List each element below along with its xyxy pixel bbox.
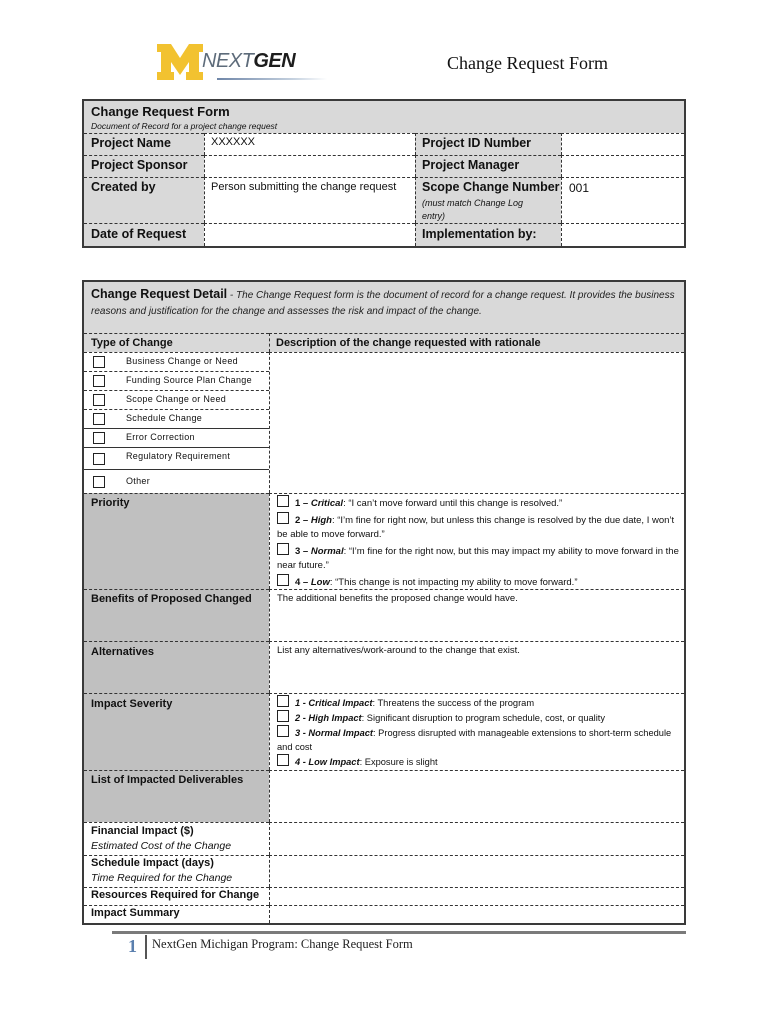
impact-severity-label-cell: Impact Severity <box>84 693 269 770</box>
form-info-header <box>84 101 684 133</box>
nextgen-logo: NEXTGEN <box>157 44 317 84</box>
project-manager-field[interactable] <box>561 155 684 177</box>
project-manager-label-cell: Project Manager <box>415 155 561 177</box>
description-header: Description of the change requested with rationale <box>269 333 684 352</box>
type-of-change-header: Type of Change <box>84 333 269 352</box>
change-type-item[interactable]: Error Correction <box>84 428 269 447</box>
implementation-by-label-cell: Implementation by: <box>415 223 561 246</box>
project-name-field[interactable]: XXXXXX <box>204 133 415 155</box>
scope-change-number-field[interactable]: 001 <box>561 177 684 223</box>
priority-option-low[interactable]: 4 – Low: “This change is not impacting my ability to move forward.” <box>277 574 679 591</box>
benefits-field[interactable]: The additional benefits the proposed change would have. <box>269 589 684 641</box>
project-id-field[interactable] <box>561 133 684 155</box>
scope-change-label-cell: Scope Change Number (must match Change Log entry) <box>415 177 561 223</box>
checkbox[interactable] <box>93 476 105 488</box>
impact-option-high[interactable]: 2 - High Impact: Significant disruption to program schedule, cost, or quality <box>277 710 679 725</box>
checkbox[interactable] <box>93 453 105 465</box>
impact-option-low[interactable]: 4 - Low Impact: Exposure is slight <box>277 754 679 769</box>
date-of-request-field[interactable] <box>204 223 415 246</box>
footer-rule <box>112 931 686 934</box>
checkbox[interactable] <box>277 495 289 507</box>
priority-options <box>269 493 684 589</box>
priority-option-high[interactable]: 2 – High: “I’m fine for right now, but unless this change is resolved by the due date, I won’t be able to move forward.” <box>277 512 679 543</box>
project-sponsor-label-cell: Project Sponsor <box>84 155 204 177</box>
description-field[interactable] <box>269 352 684 493</box>
project-name-label-cell: Project Name <box>84 133 204 155</box>
checkbox[interactable] <box>277 543 289 555</box>
checkbox[interactable] <box>93 394 105 406</box>
alternatives-label-cell: Alternatives <box>84 641 269 693</box>
document-title: Change Request Form <box>447 53 608 73</box>
block-m-icon <box>157 44 203 80</box>
priority-option-normal[interactable]: 3 – Normal: “I’m fine for the right now, but this may impact my ability to move forward in the near future.” <box>277 543 679 574</box>
logo-swoosh <box>217 78 327 80</box>
created-by-label-cell: Created by <box>84 177 204 223</box>
change-type-item[interactable]: Business Change or Need <box>84 352 269 371</box>
change-type-item[interactable]: Schedule Change <box>84 409 269 428</box>
change-type-item[interactable]: Regulatory Requirement <box>84 447 269 469</box>
checkbox[interactable] <box>277 710 289 722</box>
deliverables-label-cell: List of Impacted Deliverables <box>84 770 269 822</box>
form-info-subtitle: Document of Record for a project change request <box>91 121 278 131</box>
checkbox[interactable] <box>93 356 105 368</box>
change-type-item[interactable]: Other <box>84 469 269 493</box>
checkbox[interactable] <box>93 413 105 425</box>
implementation-by-field[interactable] <box>561 223 684 246</box>
page-number: 1 <box>128 936 137 956</box>
created-by-field[interactable]: Person submitting the change request <box>204 177 415 223</box>
form-info-table <box>82 99 686 248</box>
checkbox[interactable] <box>93 375 105 387</box>
financial-impact-label-cell: Financial Impact ($) Estimated Cost of the Change <box>84 822 269 855</box>
resources-field[interactable] <box>269 887 684 905</box>
priority-option-critical[interactable]: 1 – Critical: “I can’t move forward until this change is resolved.” <box>277 495 679 512</box>
checkbox[interactable] <box>93 432 105 444</box>
change-request-detail-table <box>82 280 686 925</box>
change-type-item[interactable]: Funding Source Plan Change <box>84 371 269 390</box>
resources-label-cell: Resources Required for Change <box>84 887 269 905</box>
alternatives-field[interactable]: List any alternatives/work-around to the change that exist. <box>269 641 684 693</box>
footer-divider <box>145 935 147 959</box>
checkbox[interactable] <box>277 512 289 524</box>
financial-impact-field[interactable] <box>269 822 684 855</box>
project-id-label-cell: Project ID Number <box>415 133 561 155</box>
date-of-request-label-cell: Date of Request <box>84 223 204 246</box>
impact-summary-label-cell: Impact Summary <box>84 905 269 923</box>
impact-option-normal[interactable]: 3 - Normal Impact: Progress disrupted with manageable extensions to short-term schedule and cost <box>277 725 679 754</box>
change-type-item[interactable]: Scope Change or Need <box>84 390 269 409</box>
impact-summary-field[interactable] <box>269 905 684 923</box>
project-sponsor-field[interactable] <box>204 155 415 177</box>
detail-intro: Change Request Detail - The Change Request form is the document of record for a change request. It provides the business reasons and justification for the change and assesses the risk and impact of the change. <box>91 287 675 317</box>
checkbox[interactable] <box>277 725 289 737</box>
detail-header <box>84 282 684 333</box>
deliverables-field[interactable] <box>269 770 684 822</box>
schedule-impact-label-cell: Schedule Impact (days) Time Required for the Change <box>84 855 269 887</box>
impact-severity-options <box>269 693 684 770</box>
checkbox[interactable] <box>277 754 289 766</box>
schedule-impact-field[interactable] <box>269 855 684 887</box>
checkbox[interactable] <box>277 574 289 586</box>
footer-text: NextGen Michigan Program: Change Request Form <box>152 937 413 951</box>
checkbox[interactable] <box>277 695 289 707</box>
benefits-label-cell: Benefits of Proposed Changed <box>84 589 269 641</box>
form-info-title: Change Request Form <box>91 104 230 119</box>
priority-label-cell: Priority <box>84 493 269 589</box>
impact-option-critical[interactable]: 1 - Critical Impact: Threatens the success of the program <box>277 695 679 710</box>
